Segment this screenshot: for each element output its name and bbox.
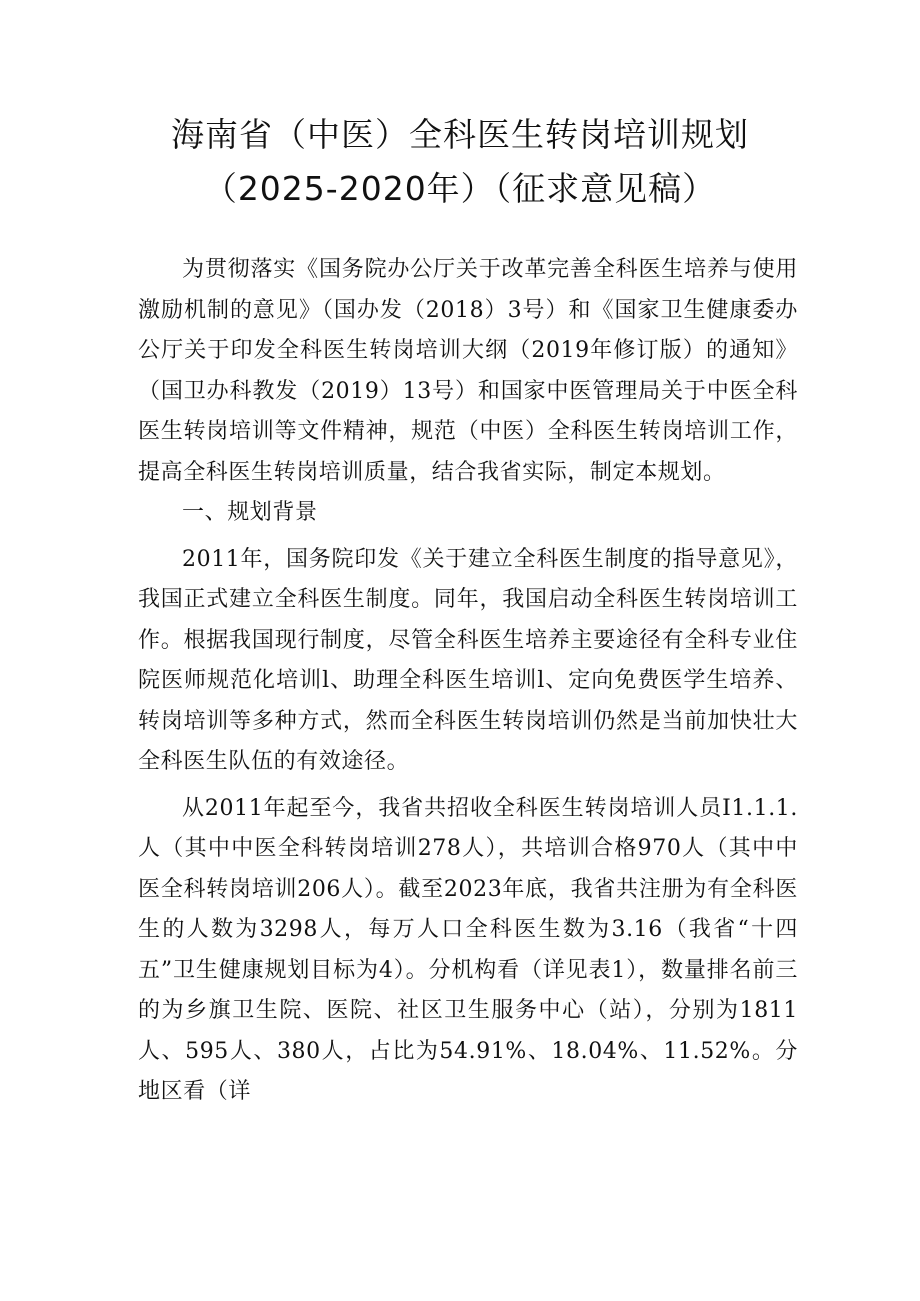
background-paragraph-1: 2011年，国务院印发《关于建立全科医生制度的指导意见》，我国正式建立全科医生制度。同年，我国启动全科医生转岗培训工作。根据我国现行制度，尽管全科医生培养主要途径有全科专业住院医师规范化培训l、助理全科医生培训l、定向免费医学生培养、转岗培训等多种方式，然而全科医生转岗培训仍然是当前加快壮大全科医生队伍的有效途径。 — [138, 546, 798, 774]
background-paragraph-2: 从2011年起至今，我省共招收全科医生转岗培训人员I1.1.1.人（其中中医全科转岗培训278人），共培训合格970人（其中中医全科转岗培训206人）。截至2023年底，我省共注册为有全科医生的人数为3298人，每万人口全科医生数为3.16（我省“十四五”卫生健康规划目标为4）。分机构看（详见表1），数量排名前三的为乡旗卫生院、医院、社区卫生服务中心（站），分别为1811人、595人、380人，占比为54.91%、18.04%、11.52%。分地区看（详 — [138, 795, 798, 1104]
title-line-subtitle: （2025-2020年）（征求意见稿） — [203, 169, 717, 208]
intro-paragraph: 为贯彻落实《国务院办公厅关于改革完善全科医生培养与使用激励机制的意见》（国办发（2018）3号）和《国家卫生健康委办公厅关于印发全科医生转岗培训大纲（2019年修订版）的通知》（国卫办科教发（2019）13号）和国家中医管理局关于中医全科医生转岗培训等文件精神，规范（中医）全科医生转岗培训工作，提高全科医生转岗培训质量，结合我省实际，制定本规划。 — [138, 257, 798, 485]
document-body — [138, 250, 798, 1113]
document-title — [0, 108, 920, 216]
title-line-main: 海南省（中医）全科医生转岗培训规划 — [171, 115, 749, 154]
section-heading-background: 一、规划背景 — [182, 500, 318, 525]
